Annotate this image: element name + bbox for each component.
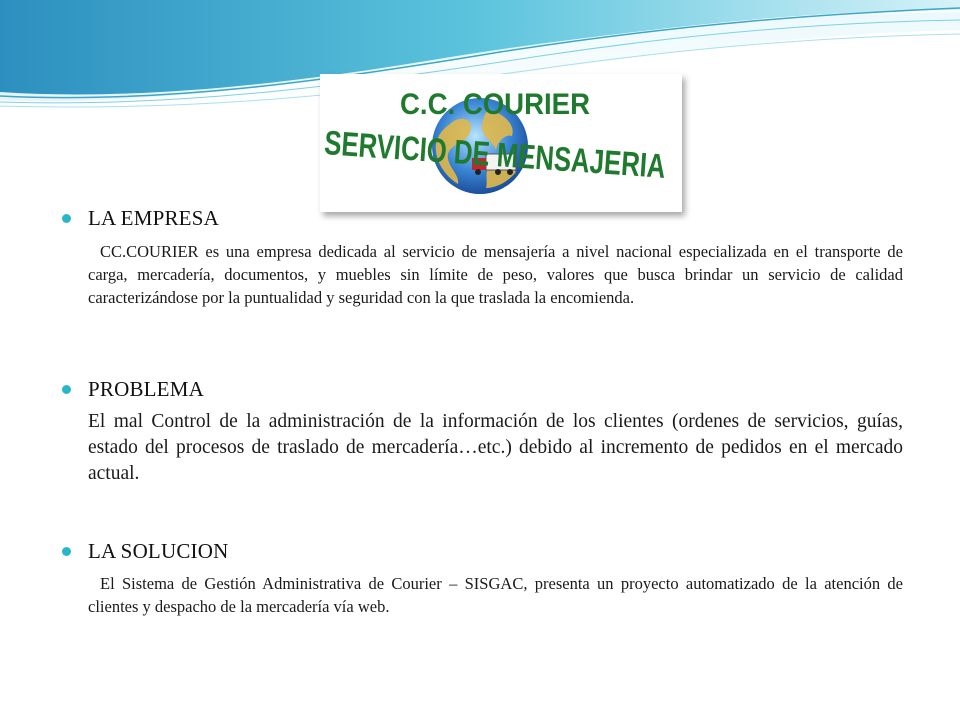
text-la-solucion: El Sistema de Gestión Administrativa de Courier – SISGAC, presenta un proyecto automatizado de la atención de clientes y despacho de la mercadería vía web. bbox=[88, 574, 903, 616]
heading-problema: PROBLEMA bbox=[88, 377, 204, 401]
paragraph-la-solucion bbox=[88, 572, 903, 618]
text-la-empresa: CC.COURIER es una empresa dedicada al servicio de mensajería a nivel nacional especializada en el transporte de carga, mercadería, documentos, y muebles sin límite de peso, valores que busca brindar un servicio de calidad caracterizándose por la puntualidad y seguridad con la que traslada la encomienda. bbox=[88, 242, 903, 307]
paragraph-la-empresa bbox=[88, 240, 903, 309]
logo-line2: SERVICIO DE MENSAJERIA bbox=[323, 124, 776, 194]
bullet-solucion bbox=[62, 547, 71, 556]
logo-line1: C.C. COURIER bbox=[400, 88, 591, 121]
bullet-empresa bbox=[62, 214, 71, 223]
company-logo bbox=[320, 74, 776, 212]
bullet-problema bbox=[62, 385, 71, 394]
logo-graphic bbox=[320, 74, 776, 212]
heading-la-solucion: LA SOLUCION bbox=[88, 539, 229, 563]
heading-la-empresa: LA EMPRESA bbox=[88, 206, 219, 230]
paragraph-problema bbox=[88, 409, 903, 487]
text-problema: El mal Control de la administración de la información de los clientes (ordenes de servicios, guías, estado del procesos de traslado de mercadería…etc.) debido al incremento de pedidos en el mercado actual. bbox=[88, 411, 903, 484]
